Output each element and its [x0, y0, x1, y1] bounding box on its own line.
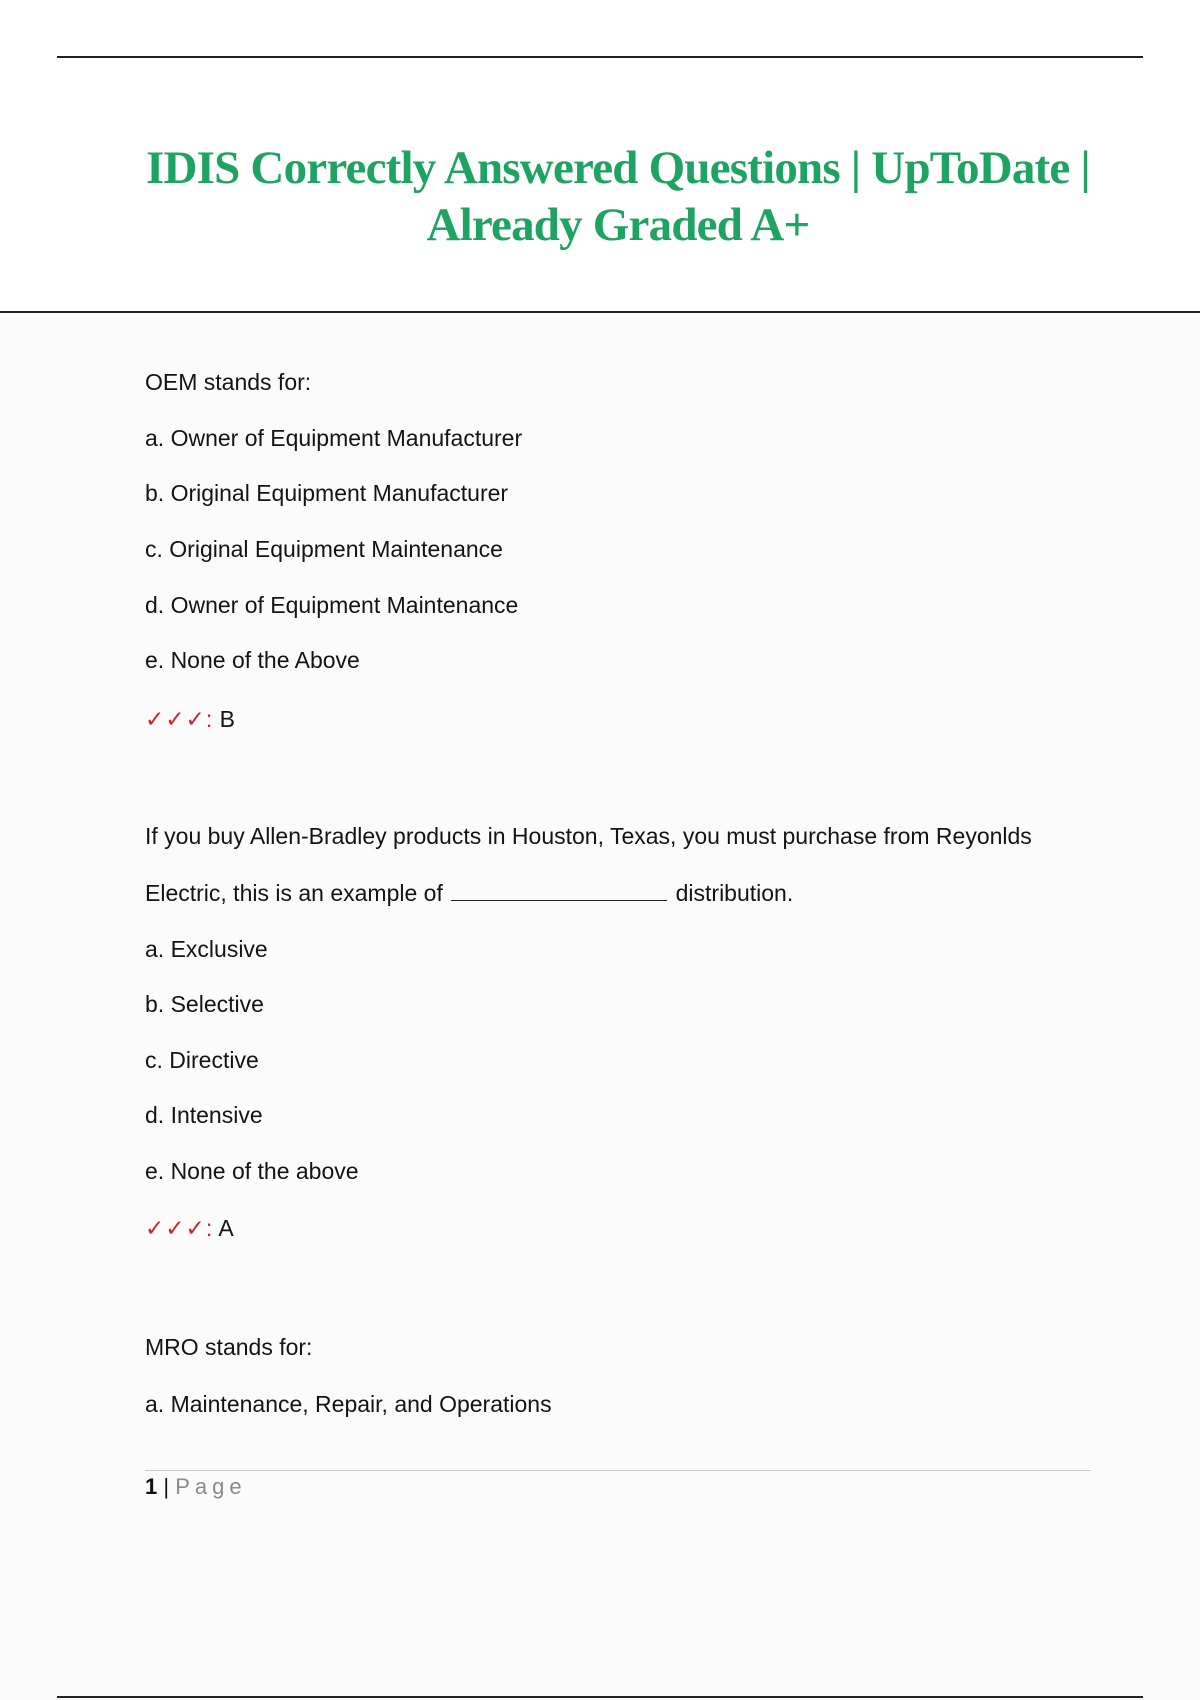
- question-2-option-e: e. None of the above: [145, 1158, 359, 1184]
- question-1-option-e: e. None of the Above: [145, 647, 360, 673]
- question-1-option-d: d. Owner of Equipment Maintenance: [145, 592, 519, 618]
- checkmark-icon: ✓✓✓:: [145, 1215, 214, 1241]
- question-1-option-a: a. Owner of Equipment Manufacturer: [145, 425, 523, 451]
- bottom-rule: [57, 1696, 1143, 1698]
- page-separator: |: [163, 1474, 170, 1499]
- question-2-prompt-after-blank: distribution.: [675, 880, 794, 906]
- question-2-answer-value: A: [218, 1215, 234, 1241]
- footer-rule: [145, 1470, 1091, 1471]
- top-rule: [57, 56, 1143, 58]
- question-2-prompt-line-2: [145, 878, 793, 908]
- title-line-1: IDIS Correctly Answered Questions | UpToDate |: [146, 142, 1090, 194]
- question-1-prompt: OEM stands for:: [145, 369, 312, 395]
- title-line-2: Already Graded A+: [426, 199, 810, 251]
- question-1-option-c: c. Original Equipment Maintenance: [145, 536, 503, 562]
- question-1-option-b: b. Original Equipment Manufacturer: [145, 480, 509, 506]
- question-1-answer-value: B: [219, 706, 235, 732]
- question-2-prompt-before-blank: Electric, this is an example of: [145, 880, 443, 906]
- document-title: [0, 140, 1200, 254]
- question-2-option-a: a. Exclusive: [145, 936, 268, 962]
- question-2-option-d: d. Intensive: [145, 1102, 263, 1128]
- page-label: Page: [175, 1474, 247, 1499]
- fill-in-blank: [451, 882, 667, 901]
- page-footer: [145, 1473, 247, 1501]
- question-2-option-b: b. Selective: [145, 991, 264, 1017]
- question-2-answer: [145, 1213, 234, 1243]
- question-1-answer: [145, 704, 235, 734]
- checkmark-icon: ✓✓✓:: [145, 706, 214, 732]
- question-2-option-c: c. Directive: [145, 1047, 259, 1073]
- question-3-prompt: MRO stands for:: [145, 1334, 313, 1360]
- page-number: 1: [145, 1474, 158, 1499]
- question-2-prompt-line-1: If you buy Allen-Bradley products in Houston, Texas, you must purchase from Reyonlds: [145, 823, 1032, 849]
- question-3-option-a: a. Maintenance, Repair, and Operations: [145, 1391, 552, 1417]
